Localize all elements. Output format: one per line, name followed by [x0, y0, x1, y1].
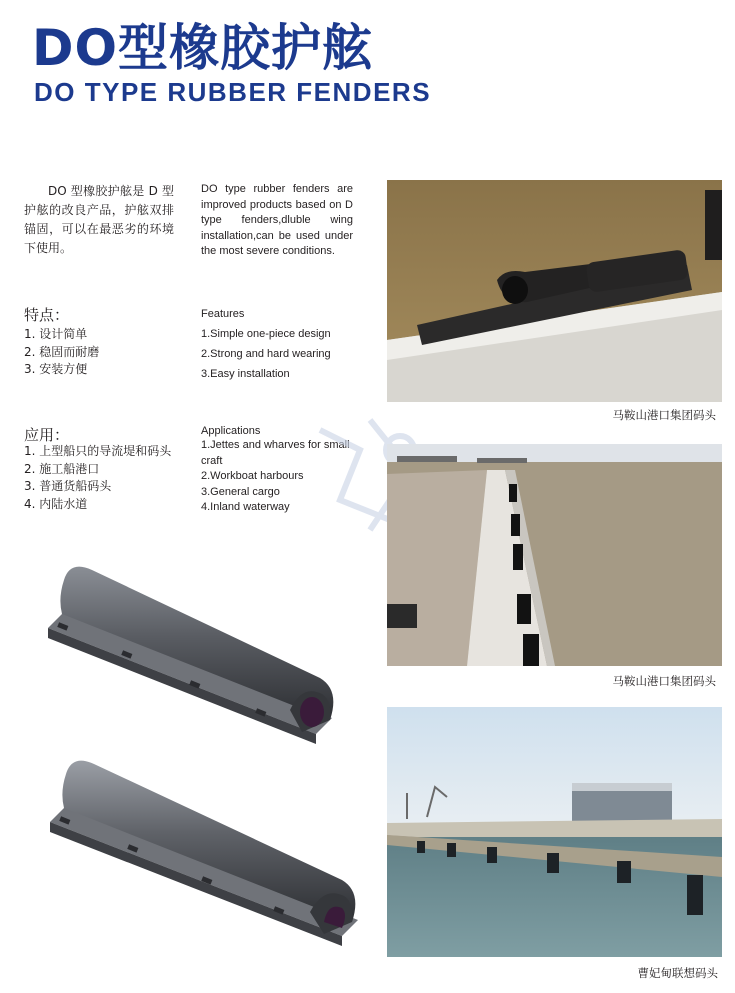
features-heading-cn: 特点： — [24, 306, 70, 324]
list-item: 3.Easy installation — [201, 368, 290, 380]
list-item: 3.General cargo — [201, 485, 280, 498]
list-item: 2. 稳固而耐磨 — [24, 344, 100, 359]
wharf-photo-1 — [387, 180, 722, 402]
do-fender-render-1 — [40, 560, 340, 765]
applications-list-cn — [24, 443, 171, 513]
list-item: 1.Simple one-piece design — [201, 328, 331, 340]
photo-caption-3: 曹妃甸联想码头 — [637, 966, 718, 980]
page-title-cn: DO型橡胶护舷 — [32, 19, 374, 77]
list-item: 1. 上型船只的导流堤和码头 — [24, 444, 172, 458]
photo-caption-2: 马鞍山港口集团码头 — [612, 674, 716, 688]
features-list-en — [201, 324, 353, 384]
list-item: 4.Inland waterway — [201, 501, 290, 513]
applications-heading-cn: 应用： — [24, 426, 70, 444]
applications-heading-en: Applications — [201, 425, 261, 437]
list-item: 2.Strong and hard wearing — [201, 348, 331, 360]
intro-text-cn: DO 型橡胶护舷是 D 型护舷的改良产品，护舷双排锚固，可以在最恶劣的环境下使用。 — [24, 184, 174, 255]
list-item: 2. 施工船港口 — [24, 461, 100, 476]
list-item: 3. 安装方便 — [24, 362, 88, 376]
wharf-photo-3 — [387, 707, 722, 957]
list-item: 4. 内陆水道 — [24, 496, 88, 511]
wharf-photo-2 — [387, 444, 722, 666]
page-title-en: DO TYPE RUBBER FENDERS — [34, 77, 432, 107]
list-item: 1. 设计简单 — [24, 327, 88, 341]
photo-caption-1: 马鞍山港口集团码头 — [612, 408, 716, 422]
list-item: 1.Jettes and wharves for small craft — [201, 439, 350, 467]
list-item: 2.Workboat harbours — [201, 470, 304, 482]
features-list-cn — [24, 326, 99, 379]
features-heading-en: Features — [201, 308, 245, 320]
list-item: 3. 普通货船码头 — [24, 479, 112, 493]
intro-text-en: DO type rubber fenders are improved products based on D type fenders,dluble wing installation,can be used under the most severe conditions. — [201, 183, 353, 257]
do-fender-render-2 — [42, 752, 362, 957]
